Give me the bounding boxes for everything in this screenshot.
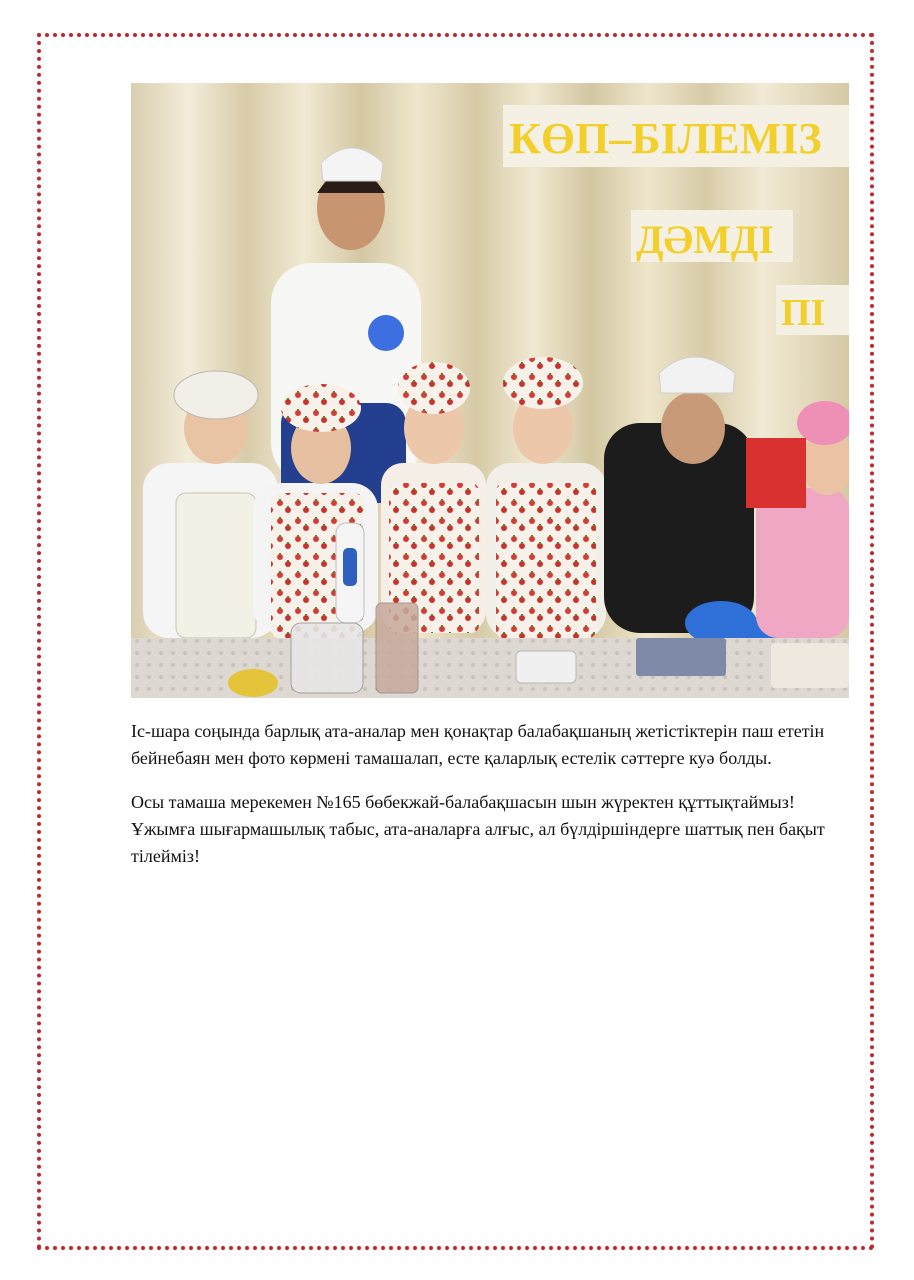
- banner-middle: [631, 210, 793, 262]
- paragraph-1: Іс-шара соңында барлық ата-аналар мен қонақтар балабақшаның жетістіктерін паш ететін бейнебаян мен фото көрмені тамашалап, есте қаларлық естелік сәттерге куә болды.: [131, 721, 825, 768]
- banner-text-2: ДӘМДІ: [636, 217, 774, 262]
- event-photo: [131, 83, 849, 698]
- red-cart: [746, 438, 806, 508]
- article-text: [131, 718, 831, 887]
- cloth-napkin: [636, 638, 726, 676]
- glass-jug: [376, 603, 418, 693]
- paragraph-2: Осы тамаша мерекемен №165 бөбекжай-балабақшасын шын жүректен құттықтаймыз! Ұжымға шығармашылық табыс, ата-аналарға алғыс, ал бүлдіршіндерге шаттық пен бақыт тілейміз!: [131, 792, 825, 866]
- power-strip: [516, 651, 576, 683]
- banner-top: [503, 105, 849, 167]
- banner-bottom: [776, 285, 849, 335]
- jar-lid: [228, 669, 278, 697]
- banner-text-3: ПІ: [781, 292, 826, 334]
- banner-text-1: КӨП–БІЛЕМІЗ: [509, 114, 822, 163]
- food-plate: [771, 643, 849, 688]
